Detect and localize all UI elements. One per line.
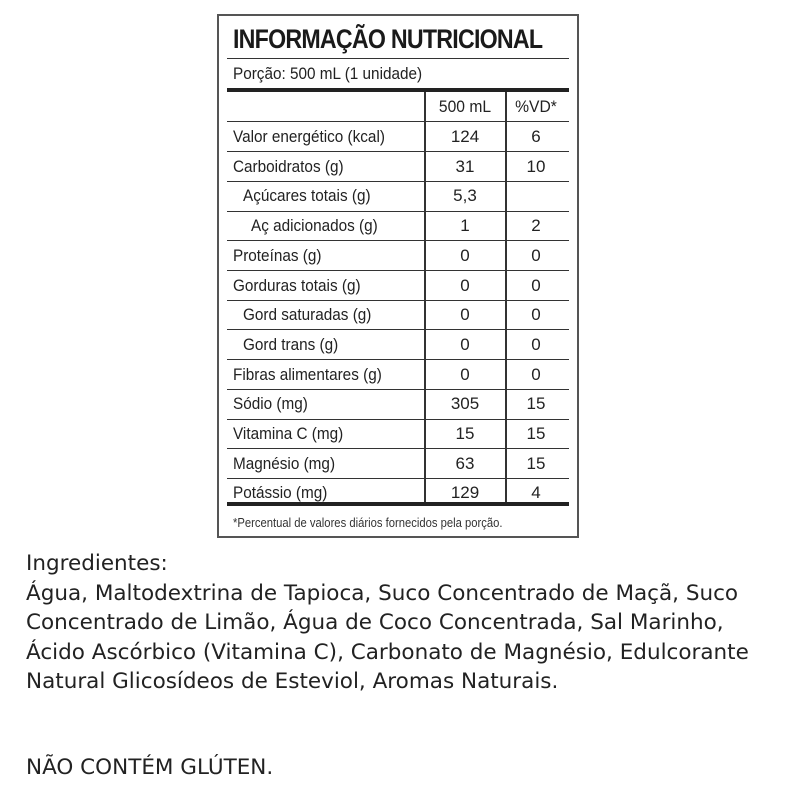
nutrient-amount: 0: [460, 334, 470, 354]
column-header-dv: %VD*: [515, 97, 557, 116]
divider: [227, 58, 569, 59]
nutrient-amount: 0: [460, 305, 470, 325]
nutrient-dv: 0: [531, 334, 541, 354]
nutrient-amount: 305: [450, 394, 480, 414]
nutrient-dv: 15: [526, 453, 546, 473]
nutrient-dv: 4: [531, 483, 541, 503]
nutrient-amount: 1: [460, 216, 470, 236]
nutrient-name: Vitamina C (mg): [233, 424, 344, 443]
nutrient-name: Gord saturadas (g): [243, 305, 372, 325]
nutrient-dv: 0: [531, 245, 541, 265]
ingredients-list: Água, Maltodextrina de Tapioca, Suco Concentrado de Maçã, Suco Concentrado de Limão, Água de Coco Concentrada, Sal Marinho, Ácido Ascórbico (Vitamina C), Carbonato de Magnésio, Edulcorante Natural Glicosídeos de Esteviol, Aromas Naturais.: [26, 580, 749, 694]
nutrient-amount: 0: [460, 275, 470, 295]
nutrient-name: Gord trans (g): [243, 334, 339, 354]
nutrient-name: Fibras alimentares (g): [233, 364, 382, 384]
nutrient-dv: 15: [526, 394, 546, 414]
nutrient-name: Açúcares totais (g): [243, 186, 371, 206]
footnote: *Percentual de valores diários fornecidos pela porção.: [233, 516, 503, 530]
nutrient-name: Magnésio (mg): [233, 453, 336, 473]
portion-size: Porção: 500 mL (1 unidade): [233, 64, 423, 83]
nutrition-facts-table: [217, 14, 579, 538]
nutrient-amount: 124: [450, 127, 480, 146]
nutrient-name: Gorduras totais (g): [233, 275, 361, 295]
nutrient-dv: 10: [526, 156, 546, 176]
ingredients-heading: Ingredientes:: [26, 551, 168, 576]
nutrient-dv: 15: [526, 424, 546, 443]
nutrient-amount: 63: [455, 453, 475, 473]
nutrient-amount: 129: [450, 483, 480, 503]
nutrient-dv: 0: [531, 275, 541, 295]
nutrient-dv: [506, 181, 566, 211]
nutrient-name: Valor energético (kcal): [233, 127, 385, 146]
nutrient-amount: 15: [455, 424, 475, 443]
divider: [227, 502, 569, 506]
ingredients-section: [26, 549, 786, 697]
nutrition-title: INFORMAÇÃO NUTRICIONAL: [233, 24, 543, 54]
nutrient-name: Sódio (mg): [233, 394, 308, 414]
nutrient-dv: 0: [531, 364, 541, 384]
nutrient-amount: 0: [460, 245, 470, 265]
nutrient-amount: 5,3: [453, 186, 477, 206]
nutrient-dv: 0: [531, 305, 541, 325]
column-header-amount: 500 mL: [438, 97, 492, 116]
nutrient-amount: 0: [460, 364, 470, 384]
nutrient-dv: 6: [531, 127, 541, 146]
nutrient-name: Proteínas (g): [233, 245, 322, 265]
nutrient-dv: 2: [531, 216, 541, 236]
gluten-notice: NÃO CONTÉM GLÚTEN.: [26, 755, 274, 780]
nutrient-name: Aç adicionados (g): [251, 216, 378, 236]
nutrient-name: Potássio (mg): [233, 483, 328, 503]
nutrient-name: Carboidratos (g): [233, 156, 344, 176]
nutrient-amount: 31: [455, 156, 475, 176]
